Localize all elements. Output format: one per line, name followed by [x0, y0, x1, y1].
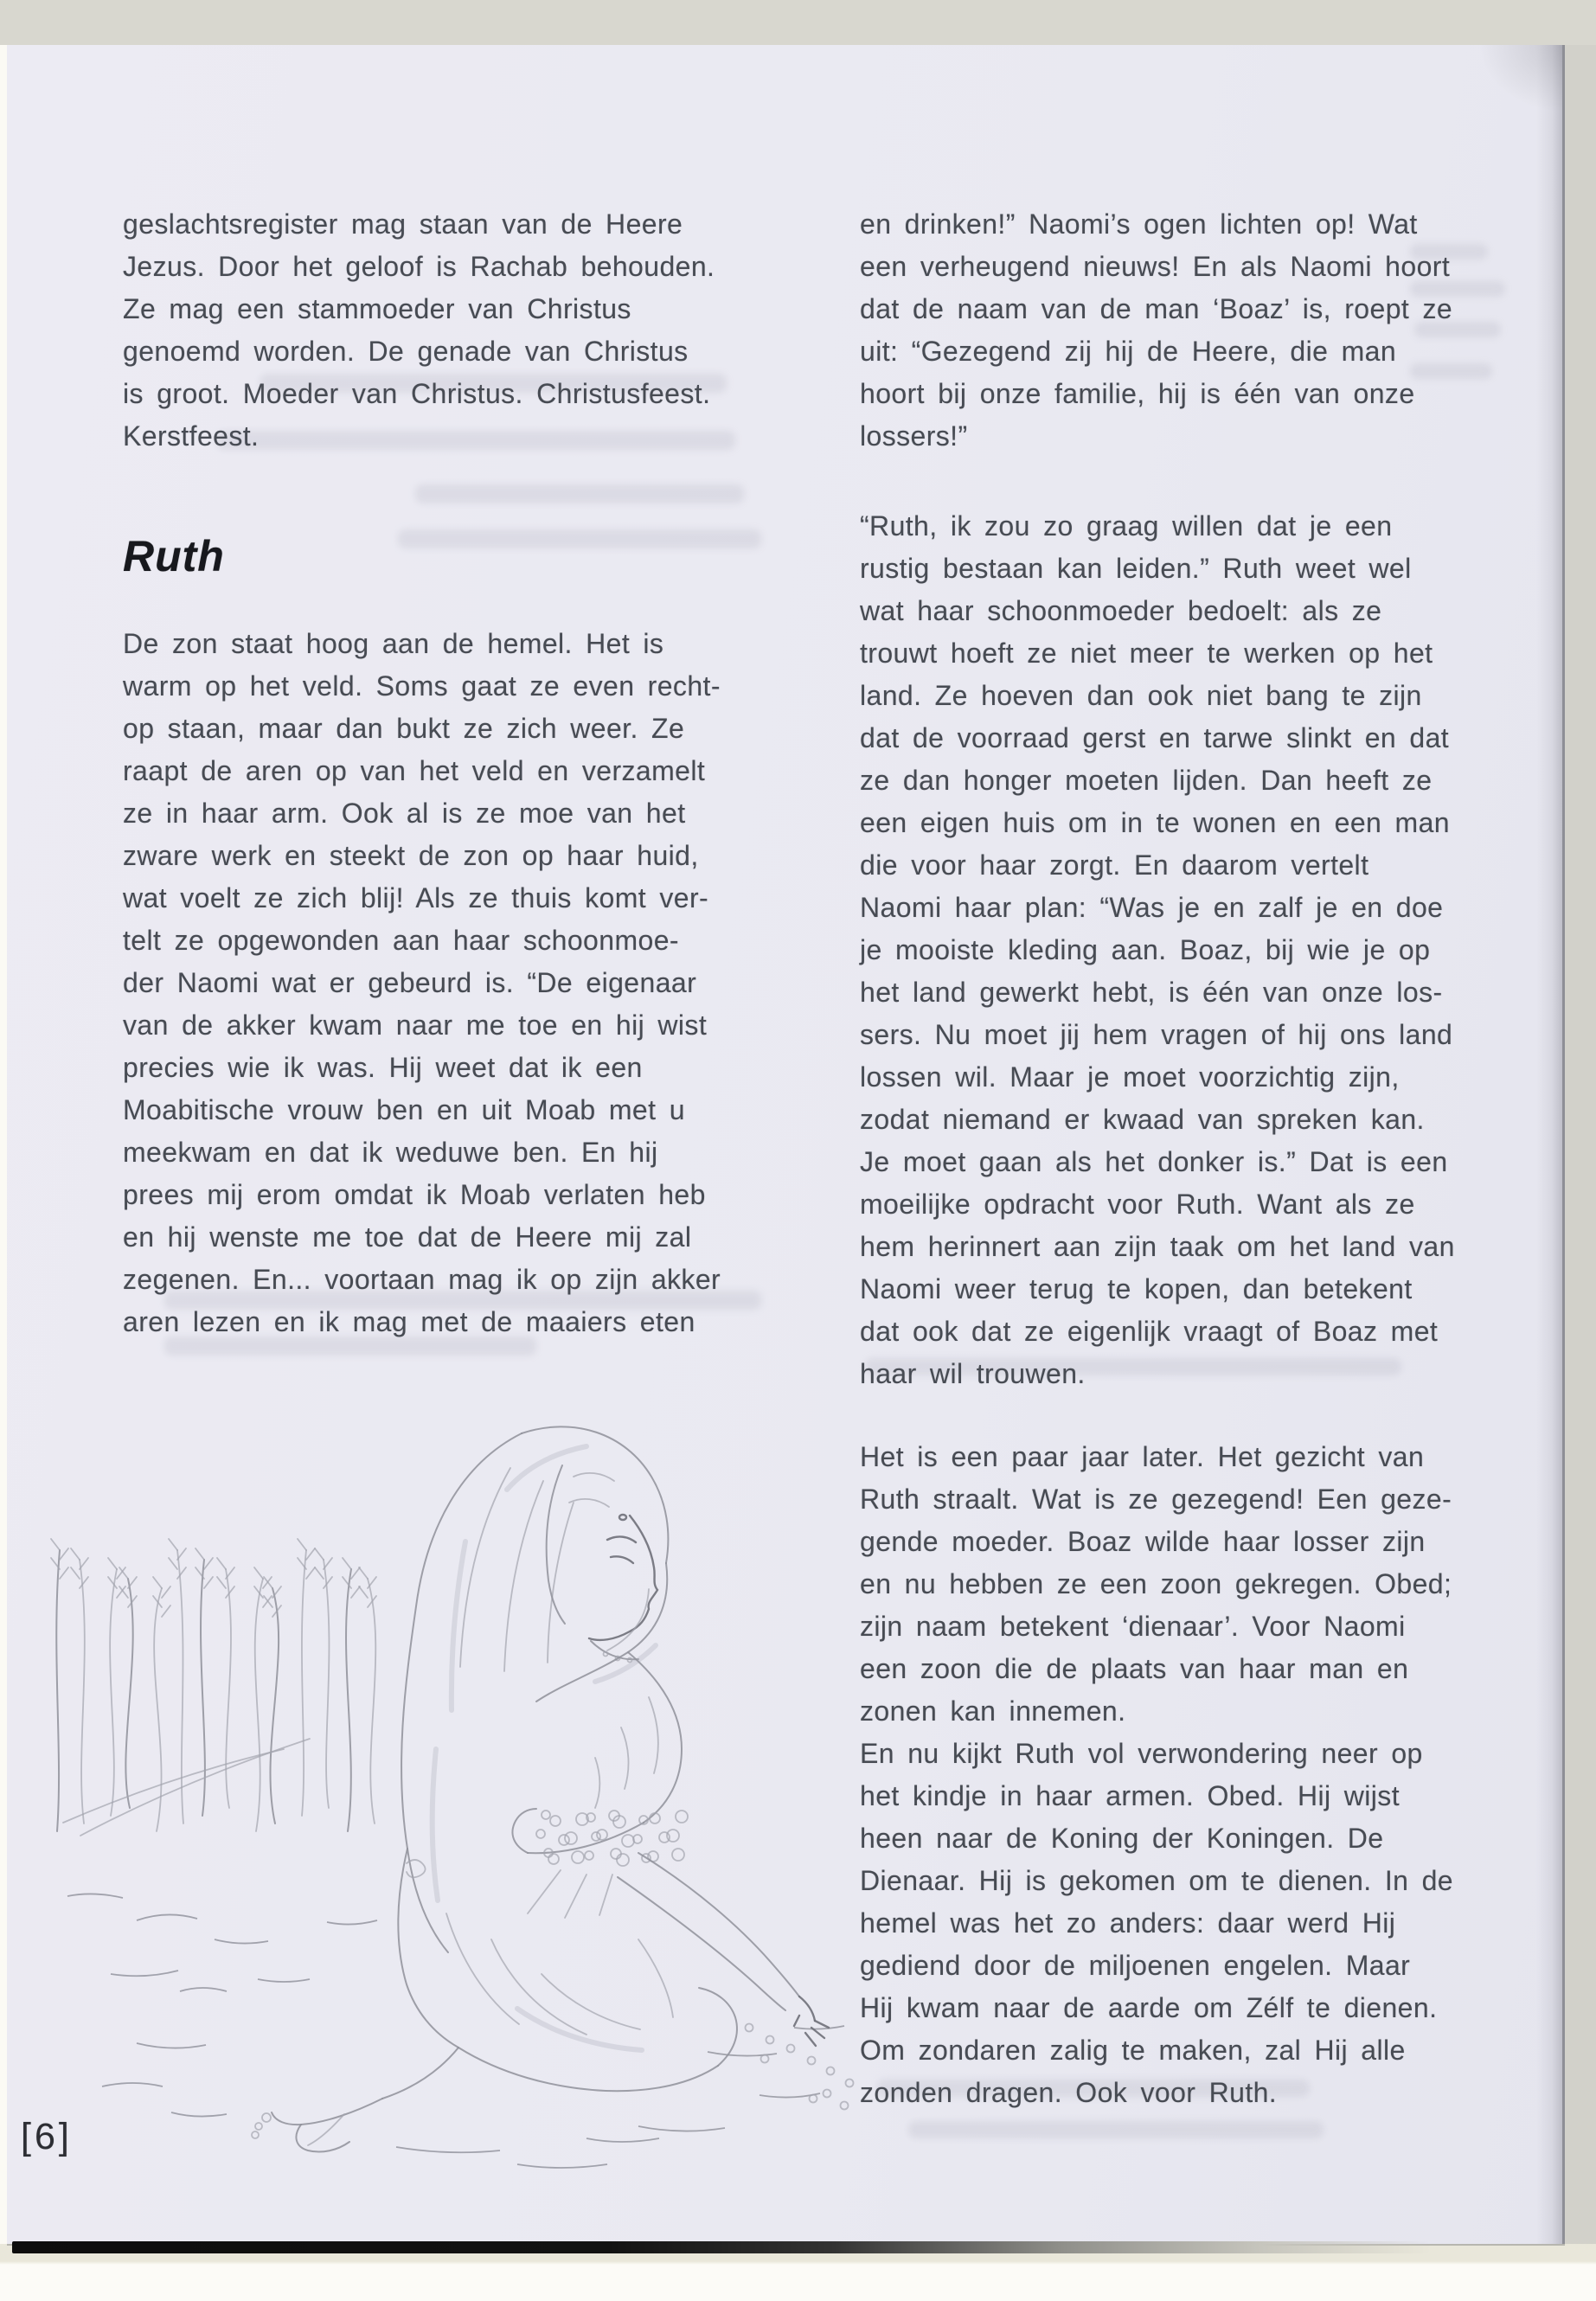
text-line: rustig bestaan kan leiden.” Ruth weet wel — [860, 553, 1412, 584]
text-line: Kerstfeest. — [123, 420, 260, 452]
right-column-paragraph-3 — [860, 1436, 1453, 2114]
right-column-paragraph-1 — [860, 203, 1452, 458]
text-line: die voor haar zorgt. En daarom vertelt — [860, 849, 1369, 881]
text-line: Naomi weer terug te kopen, dan betekent — [860, 1273, 1413, 1304]
text-line: ze dan honger moeten lijden. Dan heeft ze — [860, 765, 1433, 796]
text-line: ze in haar arm. Ook al is ze moe van het — [123, 798, 686, 829]
text-line: Om zondaren zalig te maken, zal Hij alle — [860, 2035, 1406, 2066]
text-line: En nu kijkt Ruth vol verwondering neer op — [860, 1738, 1423, 1769]
page-number: [6] — [21, 2116, 73, 2157]
text-line: Ze mag een stammoeder van Christus — [123, 293, 631, 324]
text-line: Hij kwam naar de aarde om Zélf te dienen. — [860, 1992, 1438, 2023]
text-line: gende moeder. Boaz wilde haar losser zijn — [860, 1526, 1426, 1557]
text-line: het kindje in haar armen. Obed. Hij wijst — [860, 1780, 1400, 1811]
field-ground-strokes — [67, 1894, 844, 2168]
text-line: heen naar de Koning der Koningen. De — [860, 1823, 1384, 1854]
text-line: en nu hebben ze een zoon gekregen. Obed; — [860, 1568, 1452, 1599]
scan-margin-right — [1565, 45, 1596, 2247]
scan-margin-top — [0, 0, 1596, 45]
section-heading: Ruth — [123, 532, 225, 580]
text-line: zonen kan innemen. — [860, 1695, 1126, 1727]
text-line: aren lezen en ik mag met de maaiers eten — [123, 1306, 695, 1337]
text-line: een verheugend nieuws! En als Naomi hoort — [860, 251, 1451, 282]
text-line: warm op het veld. Soms gaat ze even recht- — [123, 670, 721, 702]
text-line: prees mij erom omdat ik Moab verlaten heb — [123, 1179, 706, 1210]
text-line: De zon staat hoog aan de hemel. Het is — [123, 628, 664, 659]
text-line: “Ruth, ik zou zo graag willen dat je een — [860, 510, 1393, 542]
text-line: lossen wil. Maar je moet voorzichtig zijn, — [860, 1061, 1400, 1093]
text-line: uit: “Gezegend zij hij de Heere, die man — [860, 336, 1397, 367]
text-line: Dienaar. Hij is gekomen om te dienen. In de — [860, 1865, 1453, 1896]
text-line: gediend door de miljoenen engelen. Maar — [860, 1950, 1411, 1981]
text-line: dat de voorraad gerst en tarwe slinkt en dat — [860, 722, 1450, 753]
text-line: van de akker kwam naar me toe en hij wist — [123, 1009, 708, 1041]
text-line: Je moet gaan als het donker is.” Dat is een — [860, 1146, 1448, 1177]
text-line: geslachtsregister mag staan van de Heere — [123, 208, 683, 240]
text-line: precies wie ik was. Hij weet dat ik een — [123, 1052, 643, 1083]
text-line: sers. Nu moet jij hem vragen of hij ons land — [860, 1019, 1453, 1050]
wheat-sheaf — [51, 1539, 376, 1836]
illustration-ruth-gleaning — [33, 1386, 863, 2190]
text-line: het land gewerkt hebt, is één van onze los- — [860, 977, 1443, 1008]
figure-woman-sketch — [252, 1426, 854, 2151]
text-line: der Naomi wat er gebeurd is. “De eigenaar — [123, 967, 697, 998]
text-line: dat de naam van de man ‘Boaz’ is, roept ze — [860, 293, 1453, 324]
text-line: een zoon die de plaats van haar man en — [860, 1653, 1409, 1684]
bleedthrough-ghost-line — [908, 2121, 1324, 2138]
text-line: zijn naam betekent ‘dienaar’. Voor Naomi — [860, 1611, 1406, 1642]
text-line: Moabitische vrouw ben en uit Moab met u — [123, 1094, 685, 1125]
right-column-paragraph-2 — [860, 505, 1455, 1395]
text-line: op staan, maar dan bukt ze zich weer. Ze — [123, 713, 685, 744]
text-line: en hij wenste me toe dat de Heere mij zal — [123, 1221, 692, 1253]
text-line: is groot. Moeder van Christus. Christusfeest. — [123, 378, 711, 409]
text-line: zegenen. En... voortaan mag ik op zijn akker — [123, 1264, 721, 1295]
text-line: moeilijke opdracht voor Ruth. Want als ze — [860, 1189, 1415, 1220]
bleedthrough-ghost-line — [415, 484, 744, 503]
text-line: een eigen huis om in te wonen en een man — [860, 807, 1450, 838]
left-column-paragraph-1 — [123, 203, 715, 458]
scan-bottom-bar — [12, 2241, 1431, 2253]
left-column-paragraph-2 — [123, 623, 721, 1343]
text-line: hoort bij onze familie, hij is één van onze — [860, 378, 1415, 409]
text-line: Ruth straalt. Wat is ze gezegend! Een geze- — [860, 1484, 1452, 1515]
text-line: Naomi haar plan: “Was je en zalf je en doe — [860, 892, 1444, 923]
text-line: je mooiste kleding aan. Boaz, bij wie je op — [860, 934, 1431, 965]
text-line: hem herinnert aan zijn taak om het land van — [860, 1231, 1455, 1262]
text-line: zodat niemand er kwaad van spreken kan. — [860, 1104, 1425, 1135]
text-line: Jezus. Door het geloof is Rachab behouden. — [123, 251, 715, 282]
text-line: lossers!” — [860, 420, 968, 452]
text-line: hemel was het zo anders: daar werd Hij — [860, 1907, 1396, 1939]
text-line: Het is een paar jaar later. Het gezicht van — [860, 1441, 1425, 1472]
bleedthrough-ghost-line — [398, 529, 761, 548]
text-line: en drinken!” Naomi’s ogen lichten op! Wat — [860, 208, 1418, 240]
text-line: telt ze opgewonden aan haar schoonmoe- — [123, 925, 679, 956]
text-line: wat haar schoonmoeder bedoelt: als ze — [860, 595, 1382, 626]
text-line: trouwt hoeft ze niet meer te werken op het — [860, 638, 1433, 669]
text-line: dat ook dat ze eigenlijk vraagt of Boaz met — [860, 1316, 1439, 1347]
text-line: raapt de aren op van het veld en verzamelt — [123, 755, 706, 786]
text-line: zware werk en steekt de zon op haar huid, — [123, 840, 699, 871]
text-line: genoemd worden. De genade van Christus — [123, 336, 689, 367]
text-line: haar wil trouwen. — [860, 1358, 1086, 1389]
text-line: land. Ze hoeven dan ook niet bang te zijn — [860, 680, 1422, 711]
book-page — [7, 45, 1565, 2246]
text-line: wat voelt ze zich blij! Als ze thuis komt ver- — [123, 882, 709, 913]
text-line: zonden dragen. Ook voor Ruth. — [860, 2077, 1278, 2108]
text-line: meekwam en dat ik weduwe ben. En hij — [123, 1137, 658, 1168]
